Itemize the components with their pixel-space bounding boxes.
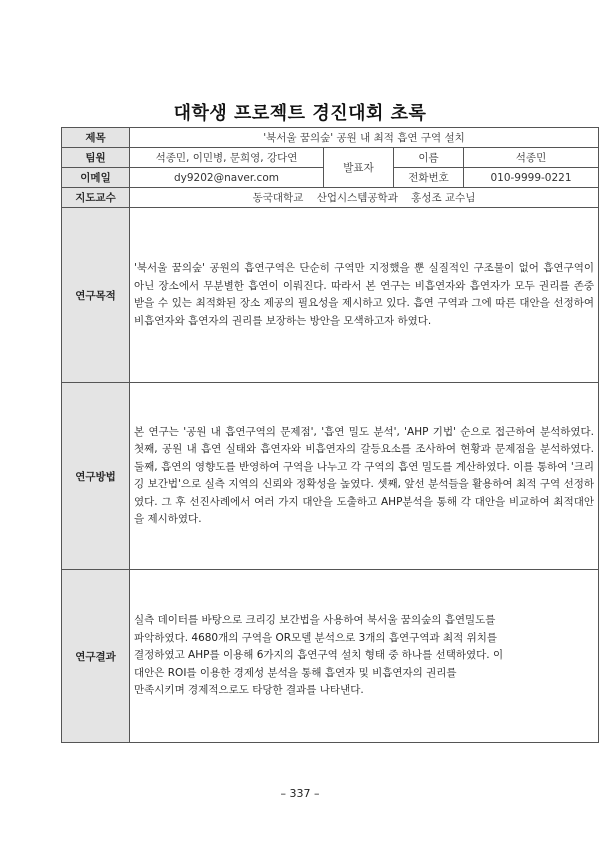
name-value: 석종민 xyxy=(464,148,599,168)
title-label: 제목 xyxy=(62,128,130,148)
method-row xyxy=(62,383,599,570)
result-row xyxy=(62,570,599,743)
page-number: – 337 – xyxy=(280,787,320,800)
purpose-row xyxy=(62,208,599,383)
title-row xyxy=(62,128,599,148)
advisor-row xyxy=(62,188,599,208)
team-row xyxy=(62,148,599,168)
result-text xyxy=(130,570,599,743)
method-label: 연구방법 xyxy=(62,383,130,570)
phone-value: 010-9999-0221 xyxy=(464,168,599,188)
result-line: 파악하였다. 4680개의 구역을 OR모델 분석으로 3개의 흡연구역과 최적 위치를 xyxy=(134,631,498,644)
result-label: 연구결과 xyxy=(62,570,130,743)
team-value: 석종민, 이민병, 문희영, 강다연 xyxy=(130,148,324,168)
purpose-label: 연구목적 xyxy=(62,208,130,383)
advisor-value: 동국대학교 산업시스템공학과 홍성조 교수님 xyxy=(130,188,599,208)
result-line: 실측 데이터를 바탕으로 크리깅 보간법을 사용하여 북서울 꿈의숲의 흡연밀도를 xyxy=(134,614,496,627)
title-value: '북서울 꿈의숲' 공원 내 최적 흡연 구역 설치 xyxy=(130,128,599,148)
document-title: 대학생 프로젝트 경진대회 초록 xyxy=(173,103,427,124)
result-line: 만족시키며 경제적으로도 타당한 결과를 나타낸다. xyxy=(134,684,364,697)
purpose-text: '북서울 꿈의숲' 공원의 흡연구역은 단순히 구역만 지정했을 뿐 실질적인 구조물이 없어 흡연구역이 아닌 장소에서 무분별한 흡연이 이뤄진다. 따라서 본 연구는 비흡연자와 흡연자가 모두 권리를 존중 받을 수 있는 최적화된 장소 제공의 필요성을 제시하고 있다. 흡연 구역과 그에 따른 대안을 선정하여 비흡연자와 흡연자의 권리를 보장하는 방안을 모색하고자 하였다. xyxy=(130,208,599,383)
team-label: 팀원 xyxy=(62,148,130,168)
email-value: dy9202@naver.com xyxy=(130,168,324,188)
email-label: 이메일 xyxy=(62,168,130,188)
presenter-label: 발표자 xyxy=(324,148,394,188)
method-text: 본 연구는 '공원 내 흡연구역의 문제점', '흡연 밀도 분석', 'AHP 기법' 순으로 접근하여 분석하였다. 첫째, 공원 내 흡연 실태와 흡연자와 비흡연자의 갈등요소를 조사하여 현황과 문제점을 분석하였다. 둘째, 흡연의 영향도를 반영하여 구역을 나누고 각 구역의 흡연 밀도를 계산하였다. 이를 통하여 '크리깅 보간법'으로 실측 지역의 신뢰와 정확성을 높였다. 셋째, 앞선 분석들을 활용하여 최적 구역 선정하였다. 그 후 선진사례에서 여러 가지 대안을 도출하고 AHP분석을 통해 각 대안을 비교하여 최적대안을 제시하였다. xyxy=(130,383,599,570)
advisor-label: 지도교수 xyxy=(62,188,130,208)
result-line: 대안은 ROI를 이용한 경제성 분석을 통해 흡연자 및 비흡연자의 권리를 xyxy=(134,666,457,679)
name-label: 이름 xyxy=(394,148,464,168)
phone-label: 전화번호 xyxy=(394,168,464,188)
result-line: 결정하였고 AHP를 이용해 6가지의 흡연구역 설치 형태 중 하나를 선택하였다. 이 xyxy=(134,649,504,662)
abstract-form-table xyxy=(61,127,599,743)
